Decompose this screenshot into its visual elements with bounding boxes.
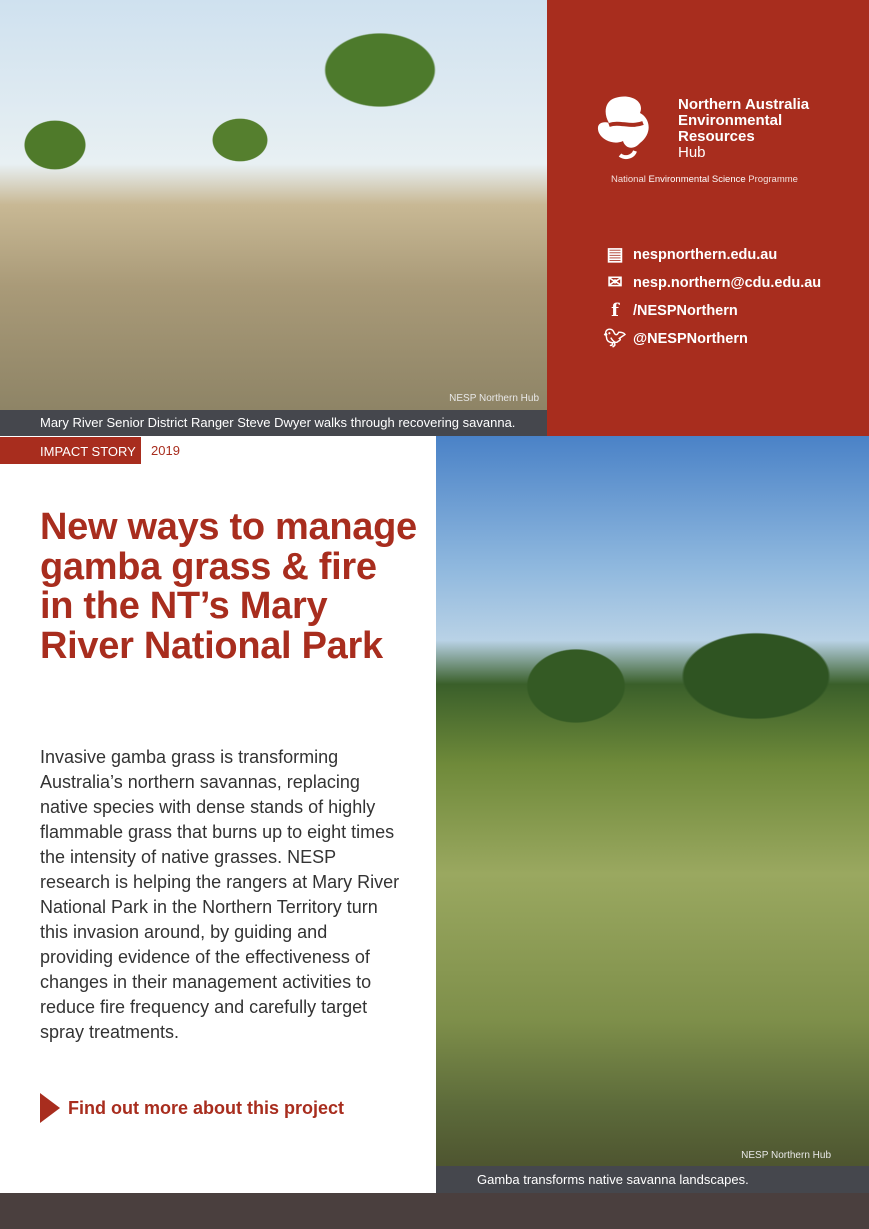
photo-caption: Gamba transforms native savanna landscapes. [436, 1166, 869, 1193]
hub-name-line: Environmental [678, 112, 783, 129]
intro-paragraph: Invasive gamba grass is transforming Australia’s northern savannas, replacing native species with dense stands of highly flammable grass that burns up to eight times the intensity of native grasses. NESP research is helping the rangers at Mary River National Park in the Northern Territory turn this invasion around, by guiding and providing evidence of the effectiveness of changes in their management activities to reduce fire frequency and carefully target spray treatments. [40, 747, 400, 1042]
hub-logo-icon [595, 93, 655, 163]
photo-credit: NESP Northern Hub [449, 393, 539, 404]
impact-story-tag: IMPACT STORY [0, 437, 141, 464]
arrow-icon [40, 1093, 60, 1123]
find-out-more-text: Find out more about this project [68, 1097, 344, 1118]
photo-credit: NESP Northern Hub [741, 1150, 831, 1161]
programme-post: Programme [745, 174, 798, 185]
photo-caption: Mary River Senior District Ranger Steve Dwyer walks through recovering savanna. [0, 410, 547, 436]
twitter-text: @NESPNorthern [633, 330, 748, 347]
story-tag-row [0, 437, 436, 464]
ranger-savanna-photo [0, 0, 547, 410]
hub-name-line: Hub [678, 144, 706, 161]
brand-panel [547, 0, 869, 436]
programme-name [611, 174, 798, 185]
twitter-icon: 🐦︎ [603, 328, 627, 348]
facebook-link[interactable] [597, 300, 738, 321]
twitter-link[interactable] [597, 328, 748, 349]
email-link[interactable] [597, 272, 821, 293]
web-icon: ▤ [606, 244, 624, 264]
year-label: 2019 [151, 443, 180, 458]
find-out-more-link[interactable] [40, 1093, 344, 1123]
facebook-text: /NESPNorthern [633, 302, 738, 319]
website-link[interactable] [597, 244, 777, 265]
hub-name [678, 97, 809, 161]
programme-bold: Environmental Science [648, 174, 746, 185]
footer-bar [0, 1193, 869, 1229]
hub-name-line: Northern Australia [678, 96, 810, 113]
hub-name-line: Resources [678, 128, 755, 145]
email-text: nesp.northern@cdu.edu.au [633, 274, 822, 291]
gamba-grass-photo [436, 436, 869, 1166]
programme-pre: National [611, 174, 649, 185]
page-title: New ways to manage gamba grass & fire in the NT’s Mary River National Park [40, 506, 417, 667]
website-text: nespnorthern.edu.au [633, 246, 778, 263]
email-icon: ✉ [607, 272, 623, 292]
facebook-icon: f [611, 300, 619, 321]
